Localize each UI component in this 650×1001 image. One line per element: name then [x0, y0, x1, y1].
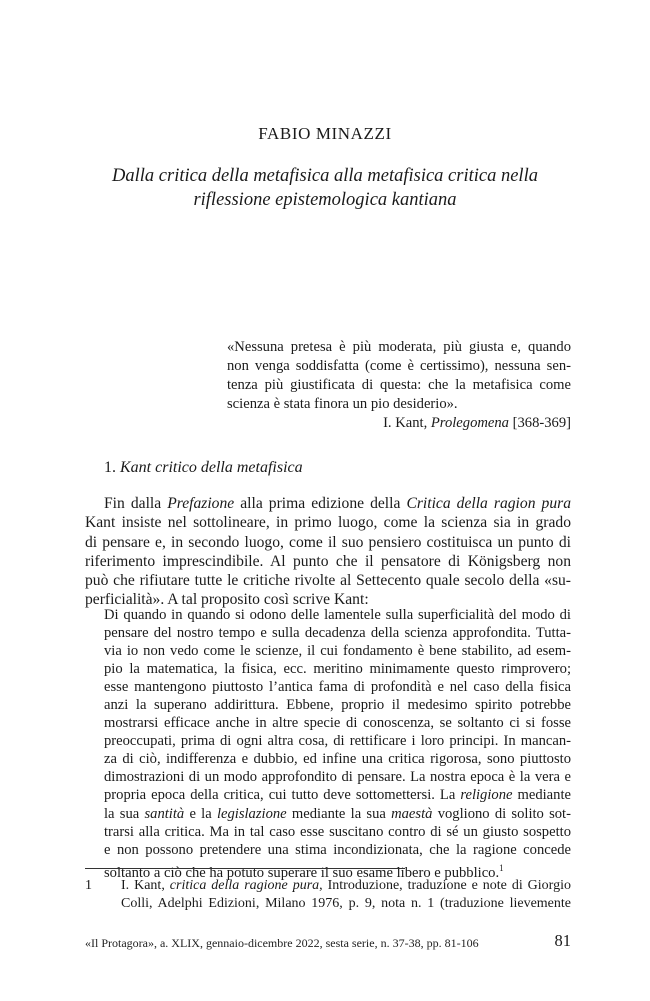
italic-run: religione	[460, 787, 513, 804]
quote-line: dimostrazioni di un modo approfondito di pensare. La nostra epoca è la vera e	[104, 769, 571, 786]
section-heading	[104, 458, 303, 478]
epigraph-citation	[227, 414, 571, 433]
text-run: mediante	[512, 787, 571, 804]
epigraph-cite-author: I. Kant,	[383, 415, 431, 431]
epigraph	[227, 338, 571, 414]
quote-line: Di quando in quando si odono delle lamentele sulla superficialità del modo di	[104, 607, 571, 623]
footnote-divider	[85, 868, 405, 869]
italic-run: Prefazione	[167, 495, 235, 512]
article-title	[90, 164, 560, 212]
quote-line: pio la matematica, la fisica, ecc. meritino minimamente questo rimprovero;	[104, 661, 571, 678]
article-title-line-2: riflessione epistemologica kantiana	[193, 190, 457, 210]
italic-run: legislazione	[216, 805, 287, 822]
footnote-number: 1	[85, 878, 92, 893]
paragraph-line: Kant insiste nel sottolineare, in primo luogo, come la scienza sia in grado	[85, 514, 571, 532]
quote-line: trarsi alla critica. Ma in tal caso esse suscitano contro di sé un giusto sospetto	[104, 823, 571, 840]
quote-line: anzi la superano addirittura. Ebbene, proprio il medesimo spirito potrebbe	[104, 697, 571, 714]
epigraph-line: tenza più giustificata di questa: che la metafisica come	[227, 377, 571, 393]
section-number: 1.	[104, 459, 120, 476]
text-run: Fin dalla	[104, 495, 168, 512]
epigraph-cite-pages: [368-369]	[508, 415, 571, 431]
footnote-line: Colli, Adelphi Edizioni, Milano 1976, p. 9, nota n. 1 (traduzione lievemente	[121, 896, 571, 911]
text-run: alla prima edizione della	[234, 495, 407, 512]
text-run: vogliono di solito sot-	[432, 805, 571, 822]
epigraph-line: «Nessuna pretesa è più moderata, più giusta e, quando	[227, 339, 571, 355]
quote-line: mostrarsi efficace anche in altre specie di conoscenza, se soltanto ci si fosse	[104, 715, 571, 732]
article-title-line-1: Dalla critica della metafisica alla metafisica critica nella	[112, 166, 538, 186]
paragraph-line	[85, 494, 571, 513]
paragraph-line: riferimento imprescindibile. Al punto che il pensatore di Königsberg non	[85, 552, 571, 570]
epigraph-line: scienza è stata finora un pio desiderio».	[227, 396, 458, 412]
text-run: e la	[184, 805, 217, 822]
italic-run: Critica della ragion pura	[406, 495, 571, 512]
quote-line: preoccupati, prima di ogni altra cosa, di rettificare i loro principi. In mancan-	[104, 733, 571, 750]
footnote-text	[121, 877, 571, 913]
quote-line: via io non vedo come le scienze, il cui fondamento è bene stabilito, ad esem-	[104, 643, 571, 660]
paragraph-line: perficialità». A tal proposito così scrive Kant:	[85, 591, 369, 609]
italic-run: santità	[144, 805, 185, 822]
journal-reference: «Il Protagora», a. XLIX, gennaio-dicembre 2022, sesta serie, n. 37-38, pp. 81-106	[85, 936, 479, 950]
epigraph-line: non venga soddisfatta (come è certissimo), nessuna sen-	[227, 358, 571, 374]
quote-line: esse mantengono piuttosto l’antica fama di profondità e nel caso della fisica	[104, 679, 571, 696]
footnote-reference[interactable]: 1	[499, 862, 504, 873]
author-name: FABIO MINAZZI	[258, 124, 392, 143]
text-run: mediante la sua	[286, 805, 392, 822]
text-run: soltanto a ciò che ha potuto superare il suo esame libero e pubblico.	[104, 864, 500, 881]
italic-run: critica della ragione pura	[169, 878, 320, 893]
block-quote	[104, 606, 571, 882]
text-run: I. Kant,	[121, 878, 170, 893]
quote-line: pensare del nostro tempo e sulla decadenza della scienza approfondita. Tutta-	[104, 625, 571, 642]
italic-run: maestà	[391, 805, 433, 822]
body-paragraph	[85, 494, 571, 610]
text-run: propria epoca della critica, cui tutto deve sottomettersi. La	[104, 787, 461, 804]
footnote-line	[121, 877, 571, 895]
quote-line	[104, 786, 571, 804]
epigraph-cite-work: Prolegomena	[430, 415, 509, 431]
page-number: 81	[554, 931, 571, 950]
quote-line: e non possono pretendere una stima incondizionata, che la ragione concede	[104, 841, 571, 858]
section-title: Kant critico della metafisica	[120, 459, 303, 476]
quote-line: za di ciò, indifferenza e dubbio, ed infine una critica rigorosa, sono piuttosto	[104, 751, 571, 768]
text-run: la sua	[104, 805, 145, 822]
text-run: , Introduzione, traduzione e note di Giorgio	[319, 878, 571, 893]
paragraph-line: di pensare e, in secondo luogo, come il suo pensiero costituisca un punto di	[85, 533, 571, 551]
paragraph-line: può che rifiutare tutte le critiche rivolte al Settecento quale secolo della «su-	[85, 572, 571, 590]
quote-line	[104, 805, 571, 823]
